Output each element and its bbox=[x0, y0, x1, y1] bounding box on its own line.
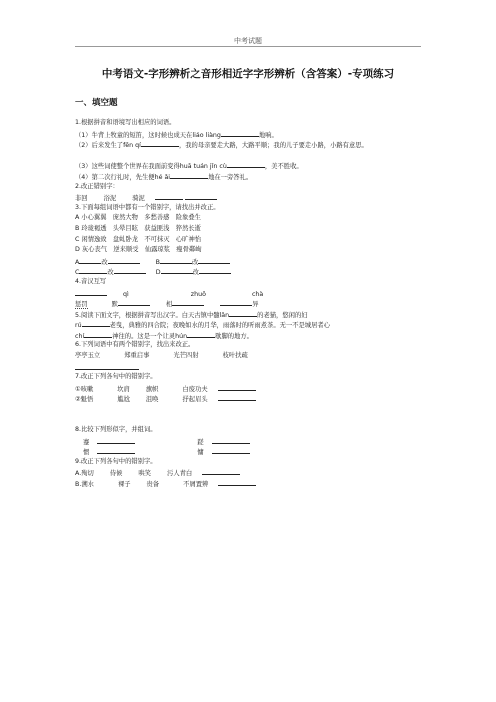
q3-option-d: D 灰心丧气 逆来顺受 仙露琼浆 瘦骨鄰峋 bbox=[75, 246, 202, 254]
q4-pinyin-row: qì zhuō chà bbox=[75, 288, 423, 299]
q8-row-1: 蹇 蹉 bbox=[75, 436, 423, 447]
q2-word: 浴泥 bbox=[103, 195, 117, 203]
q2-word: 骑泥 bbox=[132, 195, 145, 203]
answer-blank[interactable] bbox=[141, 139, 179, 147]
q1-s1-pinyin: liáo liàng bbox=[192, 131, 221, 139]
q8-row-2: 惯 慵 bbox=[75, 446, 423, 457]
q1-sentence-2a bbox=[75, 139, 423, 150]
answer-blank[interactable] bbox=[218, 478, 256, 486]
answer-blank[interactable] bbox=[185, 192, 217, 200]
q3-option-a: A 小心翼翼 庞然大物 多愁善感 险象叠生 bbox=[75, 214, 201, 222]
answer-blank[interactable] bbox=[229, 309, 257, 317]
header-rule bbox=[75, 46, 421, 47]
q6-words: 亭亭玉立 郑重启事 光芒四射 枝叶扶疏 bbox=[75, 352, 248, 360]
answer-blank[interactable] bbox=[79, 256, 101, 264]
q1-s3-pre: （3）这些词使整个世界在我面前变得 bbox=[75, 163, 180, 171]
q3-option-b: B 玲珑褐透 头晕目眩 获益匪浅 猝然长逝 bbox=[75, 224, 201, 232]
q1-sentence-4 bbox=[75, 171, 423, 182]
q5-line-2: rú 老曳，典雅的四合院；夜晚如水的月华，雨落时的听雨煮茶。无一不是城居者心 bbox=[75, 319, 423, 330]
answer-blank[interactable] bbox=[172, 298, 204, 306]
answer-blank[interactable] bbox=[199, 266, 231, 274]
q3-option-c: C 闲情逸致 盘虬卧龙 不可抹灭 心旷神怡 bbox=[75, 235, 202, 243]
q1-s2-pre: （2）后来发生了 bbox=[75, 142, 124, 150]
q1-s3-post: ，美不胜收。 bbox=[264, 163, 303, 171]
page-header: 中考试题 bbox=[234, 37, 262, 45]
q1-s2-post: ，我的母亲要走大路，大路平顺；我的儿子要走小路，小路有意思。 bbox=[178, 142, 368, 150]
q1-s1-post: 地响。 bbox=[258, 131, 278, 139]
q7-row-1: ①咳嗽 坎肩 旗帜 白废功夫 bbox=[75, 383, 423, 394]
answer-blank[interactable] bbox=[202, 467, 240, 475]
answer-blank[interactable] bbox=[97, 436, 135, 444]
answer-blank[interactable] bbox=[79, 266, 107, 274]
answer-blank[interactable] bbox=[198, 256, 230, 264]
answer-blank[interactable] bbox=[212, 436, 250, 444]
q6-stem: 6.下列词语中有两个错别字，找出来改正。 bbox=[75, 341, 195, 349]
answer-blank[interactable] bbox=[187, 330, 215, 338]
q7-stem: 7.改正下列各句中的错别字。 bbox=[75, 373, 157, 381]
q1-s1-pre: （1）牛背上牧童的短笛，这时候也成天在 bbox=[75, 131, 193, 139]
answer-blank[interactable] bbox=[155, 192, 183, 200]
q1-s4-pre: （4）第二次行礼时，先生便 bbox=[75, 173, 155, 181]
answer-blank[interactable] bbox=[220, 298, 252, 306]
q2-stem: 2.改正错别字： bbox=[75, 182, 119, 190]
q8-stem: 8.比较下列形似字，并组词。 bbox=[75, 426, 157, 434]
answer-blank[interactable] bbox=[75, 288, 107, 296]
answer-blank[interactable] bbox=[82, 319, 110, 327]
answer-blank[interactable] bbox=[108, 256, 140, 264]
answer-blank[interactable] bbox=[218, 393, 256, 401]
q9-option-a: A.殉切 侍候 哄笑 污人青白 bbox=[75, 467, 423, 478]
content-body bbox=[75, 118, 423, 489]
answer-blank[interactable] bbox=[75, 362, 107, 370]
answer-blank[interactable] bbox=[118, 298, 150, 306]
answer-blank[interactable] bbox=[114, 266, 146, 274]
answer-blank[interactable] bbox=[160, 256, 192, 264]
q3-answers-ab: A 改 B 改 bbox=[75, 256, 423, 267]
q1-sentence-3 bbox=[75, 160, 423, 171]
q1-s4-pinyin: hé ǎi bbox=[154, 173, 171, 181]
q1-stem: 1.根据拼音和语境写出相应的词语。 bbox=[75, 119, 176, 126]
q2-words bbox=[75, 192, 423, 203]
q1-s3-pinyin: huā tuán jǐn cù bbox=[179, 163, 227, 171]
answer-blank[interactable] bbox=[212, 446, 250, 454]
q1-s4-post: 地在一旁答礼。 bbox=[208, 173, 253, 181]
q3-answers-cd: C 改 D 改 bbox=[75, 266, 423, 277]
answer-blank[interactable] bbox=[227, 160, 265, 168]
answer-blank[interactable] bbox=[84, 330, 112, 338]
answer-blank[interactable] bbox=[161, 266, 193, 274]
q3-stem: 3.下面每组词语中都有一个错别字，请找出并改正。 bbox=[75, 203, 220, 211]
q5-line-1: 5.阅读下面文字，根据拼音写出汉字。白天古镇中髓lǎn 的老猫，悠闲的妇 bbox=[75, 309, 423, 320]
q2-word: 非回 bbox=[75, 195, 88, 203]
q6-answer-row bbox=[75, 362, 423, 373]
answer-blank[interactable] bbox=[218, 383, 256, 391]
answer-blank[interactable] bbox=[170, 171, 208, 179]
document-title: 中考语文-字形辨析之音形相近字字形辨析（含答案）-专项练习 bbox=[101, 68, 395, 80]
q9-option-b: B.溯水 裸子 贵备 不屑置辨 bbox=[75, 478, 423, 489]
answer-blank[interactable] bbox=[97, 446, 135, 454]
q7-row-2: ②魁悟 尴尬 沮唤 抒起眉头 bbox=[75, 393, 423, 404]
answer-blank[interactable] bbox=[221, 129, 259, 137]
answer-blank[interactable] bbox=[107, 362, 139, 370]
q4-word-row: 惩罚 默 相 异 bbox=[75, 298, 423, 309]
q1-sentence-1 bbox=[75, 129, 423, 140]
section-title: 一、填空题 bbox=[75, 98, 118, 108]
q9-stem: 9.改正下列各句中的错别字。 bbox=[75, 457, 157, 465]
q5-line-3: chí 神往的。这是一个让灵hún 歇脚的地方。 bbox=[75, 330, 423, 341]
q1-s2-pinyin: fēn qí bbox=[123, 142, 141, 150]
q4-stem: 4.音汉互写 bbox=[75, 277, 107, 285]
